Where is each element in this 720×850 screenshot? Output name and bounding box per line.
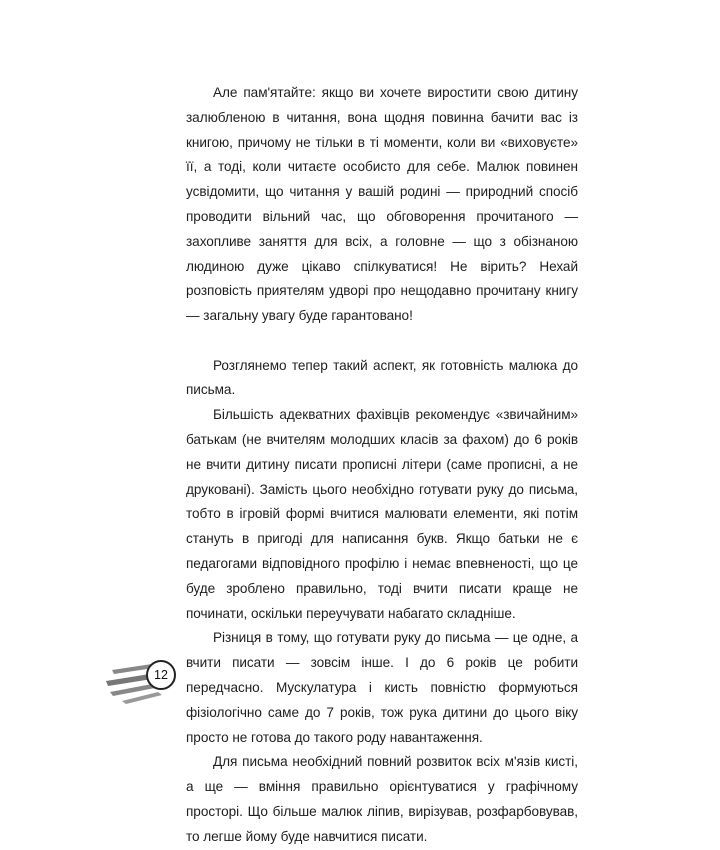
paragraph-specialists-advice: Більшість адекватних фахівців рекомендує «звичайним» батькам (не вчителям молодших класів за фахом) до 6 років не вчити дитину писати прописні літери (саме прописні, а не друковані). Замість цього необхідно готувати руку до письма, тобто в ігровій формі вчитися малювати елементи, які потім стануть в пригоді для написання букв. Якщо батьки не є педагогами відповідного профілю і немає впевненості, що це буде зроблено правильно, тоді вчити писати краще не починати, оскільки переучувати набагато складніше. — [186, 407, 578, 621]
paragraph-spacer — [186, 329, 578, 354]
paragraph-hand-muscles: Для письма необхідний повний розвиток всіх м'язів кисті, а ще — вміння правильно орієнтуватися у графічному просторі. Що більше малюк ліпив, вирізував, розфарбовував, то легше йому буде навчитися писати. — [186, 754, 578, 844]
page-number-block — [100, 650, 180, 710]
page-number: 12 — [146, 660, 176, 690]
paragraph-writing-readiness: Розглянемо тепер такий аспект, як готовність малюка до письма. — [186, 357, 578, 398]
page-body-text — [186, 81, 578, 850]
paragraph-difference: Різниця в тому, що готувати руку до письма — це одне, а вчити писати — зовсім інше. І до 6 років це робити передчасно. Мускулатура і кисть повністю формуються фізіологічно саме до 7 років, тож рука дитини до цього віку просто не готова до такого роду навантаження. — [186, 630, 578, 745]
paragraph-reading-habit: Але пам'ятайте: якщо ви хочете виростити свою дитину залюбленою в читання, вона щодня повинна бачити вас із книгою, причому не тільки в ті моменти, коли ви «виховуєте» її, а тоді, коли читаєте особисто для себе. Малюк повинен усвідомити, що читання у вашій родині — природний спосіб проводити вільний час, що обговорення прочитаного — захопливе заняття для всіх, а головне — що з обізнаною людиною дуже цікаво спілкуватися! Не вірить? Нехай розповість приятелям удворі про нещодавно прочитану книгу — загальну увагу буде гарантовано! — [186, 85, 578, 324]
